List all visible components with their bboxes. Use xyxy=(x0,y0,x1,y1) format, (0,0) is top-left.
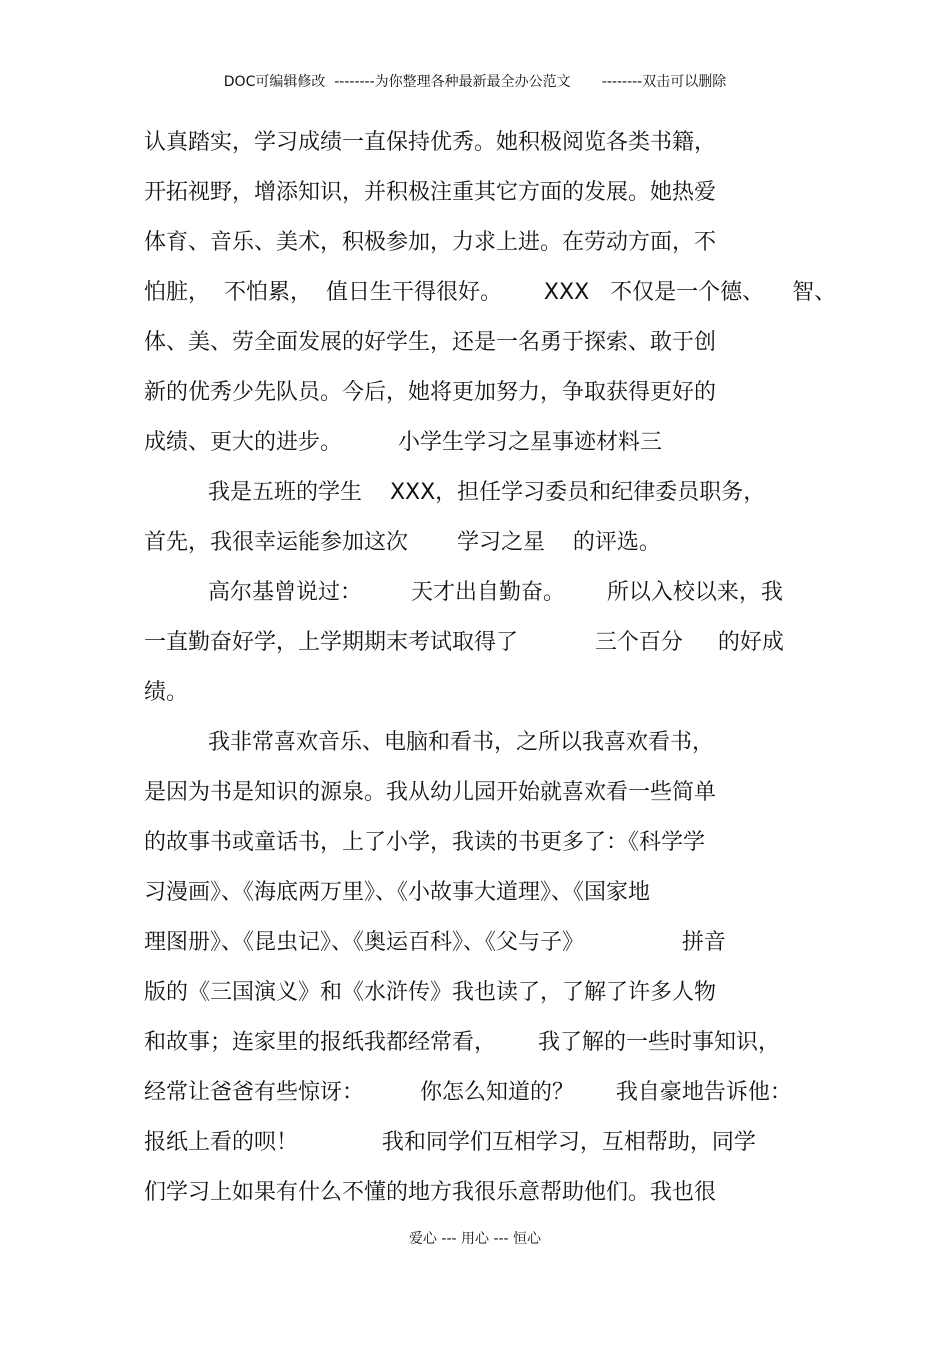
text-line: 绩。 xyxy=(144,680,189,705)
text-line: 怕脏， 不怕累， 值日生干得很好。 XXX 不仅是一个德、 智、 xyxy=(144,280,837,305)
text-line: 和故事；连家里的报纸我都经常看， 我了解的一些时事知识， xyxy=(144,1030,780,1055)
text-line: 一直勤奋好学，上学期期末考试取得了 三个百分 的好成 xyxy=(144,630,784,655)
text-line: 习漫画》、《海底两万里》、《小故事大道理》、《国家地 xyxy=(144,880,651,905)
text-line: 理图册》、《昆虫记》、《奥运百科》、《父与子》 拼音 xyxy=(144,930,726,955)
text-line: 版的《三国演义》和《水浒传》我也读了，了解了许多人物 xyxy=(144,980,717,1005)
document-body xyxy=(144,124,837,1224)
page-header: DOC可编辑修改 --------为你整理各种最新最全办公范文 --------双击可以删除 xyxy=(223,74,727,90)
page-footer: 爱心 --- 用心 --- 恒心 xyxy=(408,1231,542,1247)
text-line: 高尔基曾说过： 天才出自勤奋。 所以入校以来，我 xyxy=(208,580,783,605)
text-line: 我非常喜欢音乐、电脑和看书，之所以我喜欢看书， xyxy=(208,730,715,755)
text-line: 报纸上看的呗！ 我和同学们互相学习，互相帮助，同学 xyxy=(144,1130,756,1155)
text-line: 们学习上如果有什么不懂的地方我很乐意帮助他们。我也很 xyxy=(144,1180,717,1205)
text-line: 是因为书是知识的源泉。我从幼儿园开始就喜欢看一些简单 xyxy=(144,780,717,805)
text-line: 经常让爸爸有些惊讶： 你怎么知道的？ 我自豪地告诉他： xyxy=(144,1080,792,1105)
text-line: 我是五班的学生 XXX，担任学习委员和纪律委员职务， xyxy=(208,480,766,505)
text-line: 成绩、更大的进步。 小学生学习之星事迹材料三 xyxy=(144,430,662,455)
text-line: 开拓视野，增添知识，并积极注重其它方面的发展。她热爱 xyxy=(144,180,717,205)
text-line: 认真踏实，学习成绩一直保持优秀。她积极阅览各类书籍， xyxy=(144,130,717,155)
text-line: 体育、音乐、美术，积极参加，力求上进。在劳动方面，不 xyxy=(144,230,717,255)
text-line: 新的优秀少先队员。今后，她将更加努力，争取获得更好的 xyxy=(144,380,717,405)
text-line: 首先，我很幸运能参加这次 学习之星 的评选。 xyxy=(144,530,661,555)
text-line: 体、美、劳全面发展的好学生，还是一名勇于探索、敢于创 xyxy=(144,330,717,355)
text-line: 的故事书或童话书，上了小学，我读的书更多了：《科学学 xyxy=(144,830,706,855)
